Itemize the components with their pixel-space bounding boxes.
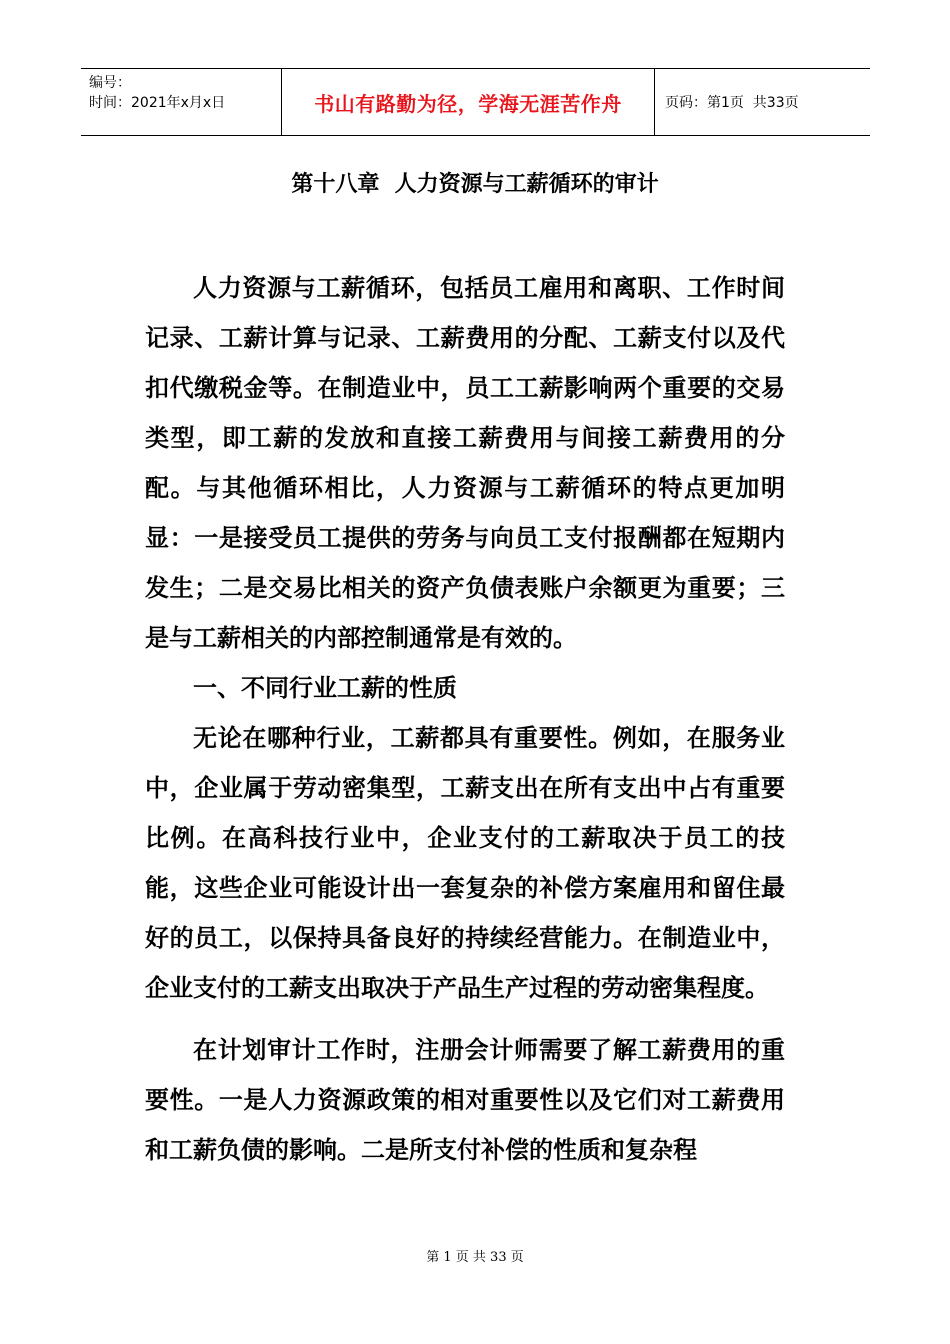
chapter-title: 第十八章 人力资源与工薪循环的审计 [291,172,659,197]
paragraph-planning: 在计划审计工作时，注册会计师需要了解工薪费用的重要性。一是人力资源政策的相对重要性以及它们对工薪费用和工薪负债的影响。二是所支付补偿的性质和复杂程 [145,1036,785,1164]
document-number-label: 编号： [89,75,131,91]
header-meta-cell [81,69,282,135]
document-time-label: 时间：2021年x月x日 [89,95,226,111]
header-page-cell [655,69,870,135]
section-heading: 一、不同行业工薪的性质 [193,674,457,702]
header-motto: 书山有路勤为径，学海无涯苦作舟 [282,69,655,135]
paragraph-intro: 人力资源与工薪循环，包括员工雇用和离职、工作时间记录、工薪计算与记录、工薪费用的分配、工薪支付以及代扣代缴税金等。在制造业中，员工工薪影响两个重要的交易类型，即工薪的发放和直接工薪费用与间接工薪费用的分配。与其他循环相比，人力资源与工薪循环的特点更加明显：一是接受员工提供的劳务与向员工支付报酬都在短期内发生；二是交易比相关的资产负债表账户余额更为重要；三是与工薪相关的内部控制通常是有效的。 [145,274,785,652]
document-header [81,68,870,136]
page-footer: 第 1 页 共 33 页 [426,1250,524,1265]
document-body [145,263,785,1175]
paragraph-industry: 无论在哪种行业，工薪都具有重要性。例如，在服务业中，企业属于劳动密集型，工薪支出在所有支出中占有重要比例。在高科技行业中，企业支付的工薪取决于员工的技能，这些企业可能设计出一套复杂的补偿方案雇用和留住最好的员工，以保持具备良好的持续经营能力。在制造业中，企业支付的工薪支出取决于产品生产过程的劳动密集程度。 [145,724,785,1002]
header-page-info: 页码：第1页 共33页 [665,95,799,111]
